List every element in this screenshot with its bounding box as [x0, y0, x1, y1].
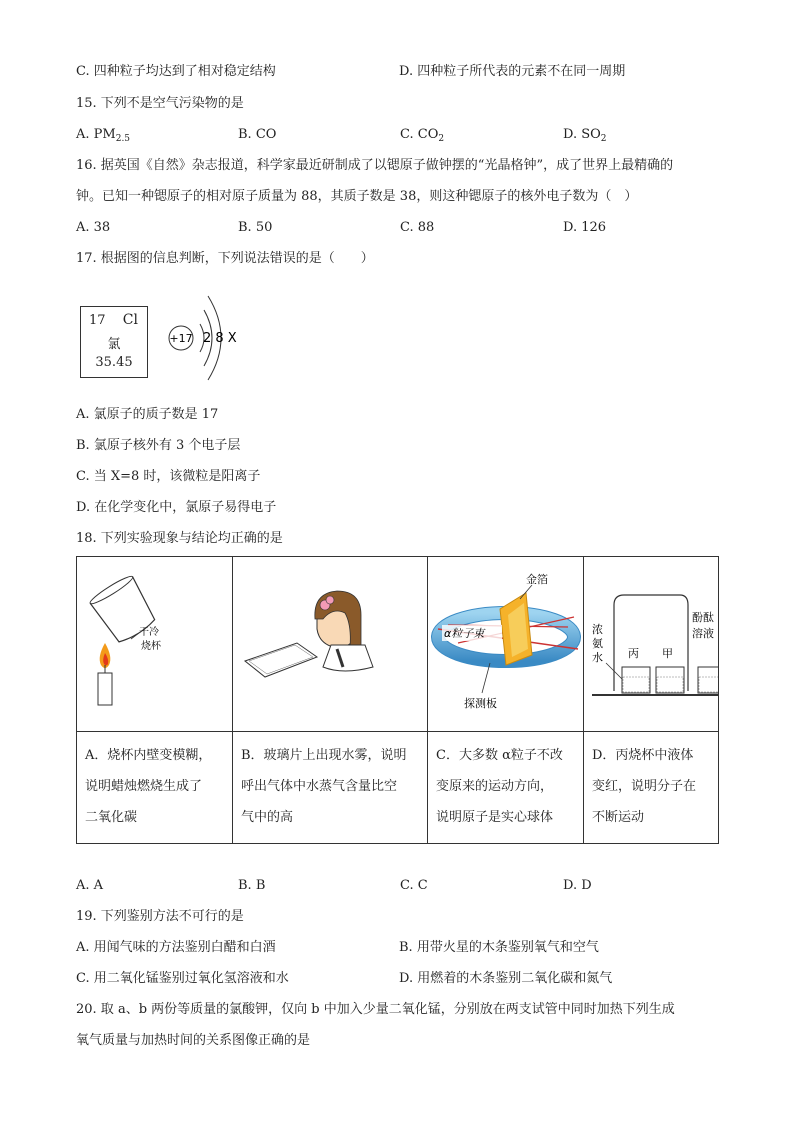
q16-stem-line2: 钟。已知一种锶原子的相对原子质量为 88，其质子数是 38，则这种锶原子的核外电子数为（ ） — [76, 189, 638, 204]
q17-stem: 17. 根据图的信息判断，下列说法错误的是（ ） — [76, 251, 374, 266]
q18-experiment-table — [76, 556, 719, 844]
q16-option-b: B. 50 — [238, 220, 273, 235]
detector-board-label: 探测板 — [464, 697, 497, 710]
q16-option-d: D. 126 — [563, 220, 607, 235]
experiment-a-conclusion: A．烧杯内壁变模糊， 说明蜡烛燃烧生成了 二氧化碳 — [77, 732, 233, 844]
ammonia-label-3: 水 — [592, 651, 603, 664]
phenolphthalein-label-2: 溶液 — [692, 627, 714, 640]
q16-option-a: A. 38 — [76, 220, 111, 235]
ammonia-label-2: 氨 — [592, 637, 603, 650]
q15-option-b: B. CO — [238, 127, 277, 142]
gold-foil-label: 金箔 — [526, 573, 548, 586]
beaker-jia-label: 甲 — [662, 647, 673, 660]
alpha-beam-label: α粒子束 — [444, 627, 485, 640]
q14-option-c: C. 四种粒子均达到了相对稳定结构 — [76, 64, 276, 79]
q18-stem: 18. 下列实验现象与结论均正确的是 — [76, 531, 283, 546]
chlorine-atom-structure-diagram — [160, 288, 250, 388]
experiment-a-figure — [77, 557, 233, 732]
q18-option-a: A. A — [76, 878, 104, 893]
q18-option-b: B. B — [238, 878, 266, 893]
q15-option-a: A. $PM_{2.5}$ — [76, 127, 131, 144]
experiment-b-figure — [233, 557, 428, 732]
nucleus-charge: +17 — [169, 332, 193, 345]
experiment-c-conclusion: C．大多数 α粒子不改 变原来的运动方向， 说明原子是实心球体 — [428, 732, 584, 844]
q15-stem: 15. 下列不是空气污染物的是 — [76, 96, 244, 111]
element-symbol: Cl — [122, 312, 138, 328]
cup-label-line1: 干冷 — [139, 627, 159, 638]
q18-option-c: C. C — [400, 878, 428, 893]
q19-stem: 19. 下列鉴别方法不可行的是 — [76, 909, 244, 924]
q14-option-d: D. 四种粒子所代表的元素不在同一周期 — [399, 64, 626, 79]
experiment-d-figure — [584, 557, 719, 732]
q15-option-d: D. $SO_2$ — [563, 127, 607, 144]
q17-option-d: D. 在化学变化中，氯原子易得电子 — [76, 500, 277, 515]
atomic-number: 17 — [89, 313, 106, 328]
atomic-mass: 35.45 — [95, 355, 133, 370]
element-name: 氯 — [107, 337, 121, 352]
q16-option-c: C. 88 — [400, 220, 435, 235]
experiment-c-figure — [428, 557, 584, 732]
q19-option-d: D. 用燃着的木条鉴别二氧化碳和氮气 — [399, 971, 613, 986]
experiment-b-conclusion: B．玻璃片上出现水雾，说明 呼出气体中水蒸气含量比空 气中的高 — [233, 732, 428, 844]
q19-option-c: C. 用二氧化锰鉴别过氧化氢溶液和水 — [76, 971, 289, 986]
chlorine-element-card — [80, 306, 148, 378]
q16-stem-line1: 16. 据英国《自然》杂志报道，科学家最近研制成了以锶原子做钟摆的“光晶格钟”，成了世界上最精确的 — [76, 158, 674, 173]
q20-stem-line2: 氧气质量与加热时间的关系图像正确的是 — [76, 1033, 311, 1048]
cup-label-line2: 烧杯 — [141, 641, 161, 652]
phenolphthalein-label-1: 酚酞 — [692, 611, 714, 624]
q18-option-d: D. D — [563, 878, 592, 893]
beaker-bing-label: 丙 — [628, 647, 639, 660]
q17-option-c: C. 当 X=8 时，该微粒是阳离子 — [76, 469, 261, 484]
q15-option-c: C. $CO_2$ — [400, 127, 445, 144]
q19-option-b: B. 用带火星的木条鉴别氧气和空气 — [399, 940, 599, 955]
electron-shells: 2 8 X — [203, 331, 237, 346]
q19-option-a: A. 用闻气味的方法鉴别白醋和白酒 — [76, 940, 276, 955]
q17-option-b: B. 氯原子核外有 3 个电子层 — [76, 438, 241, 453]
experiment-d-conclusion: D．丙烧杯中液体 变红，说明分子在 不断运动 — [584, 732, 719, 844]
q17-option-a: A. 氯原子的质子数是 17 — [76, 407, 219, 422]
ammonia-label-1: 浓 — [592, 623, 603, 636]
q20-stem-line1: 20. 取 a、b 两份等质量的氯酸钾，仅向 b 中加入少量二氧化锰，分别放在两支试管中同时加热下列生成 — [76, 1002, 675, 1017]
